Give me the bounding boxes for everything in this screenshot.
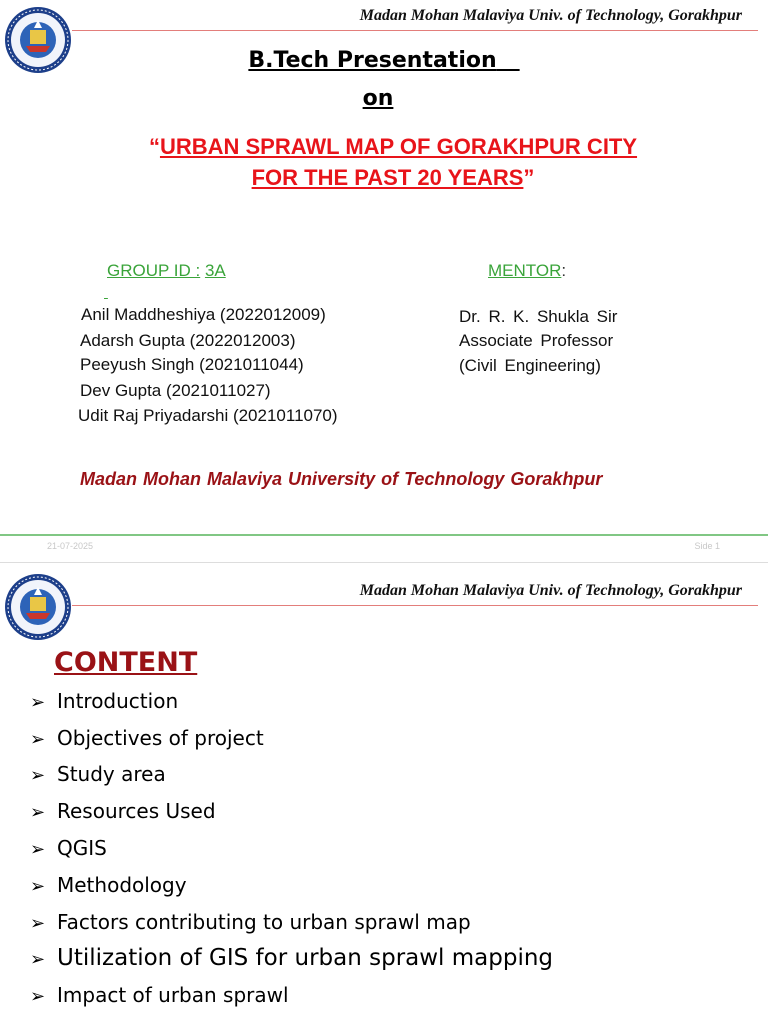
list-item: ➢ Impact of urban sprawl bbox=[30, 983, 289, 1007]
slide-separator bbox=[0, 562, 768, 563]
arrow-bullet-icon: ➢ bbox=[30, 949, 46, 970]
arrow-bullet-icon: ➢ bbox=[30, 839, 46, 860]
arrow-bullet-icon: ➢ bbox=[30, 765, 46, 786]
member-name: Anil Maddheshiya (2022012009) bbox=[81, 305, 326, 324]
slide-gap bbox=[0, 534, 768, 562]
arrow-bullet-icon: ➢ bbox=[30, 692, 46, 713]
footer-divider bbox=[0, 534, 768, 536]
arrow-bullet-icon: ➢ bbox=[30, 986, 46, 1007]
presentation-heading: B.Tech Presentation bbox=[248, 48, 497, 73]
group-id bbox=[107, 261, 226, 281]
university-logo-icon bbox=[4, 565, 72, 645]
mentor-name: Dr. R. K. Shukla Sir bbox=[459, 307, 618, 326]
header-university-title: Madan Mohan Malaviya Univ. of Technology, Gorakhpur bbox=[359, 582, 742, 599]
university-full-name: Madan Mohan Malaviya University of Technology Gorakhpur bbox=[80, 469, 603, 489]
mentor-department: (Civil Engineering) bbox=[459, 356, 601, 375]
list-item: ➢ Objectives of project bbox=[30, 726, 264, 750]
member-name: Peeyush Singh (2021011044) bbox=[80, 355, 304, 374]
list-item: ➢ Methodology bbox=[30, 873, 187, 897]
list-item: ➢ Study area bbox=[30, 762, 166, 786]
arrow-bullet-icon: ➢ bbox=[30, 729, 46, 750]
list-item: ➢ Factors contributing to urban sprawl map bbox=[30, 910, 471, 934]
project-title: “URBAN SPRAWL MAP OF GORAKHPUR CITY FOR THE PAST 20 YEARS” bbox=[148, 134, 638, 190]
footer-date: 21-07-2025 bbox=[47, 541, 94, 551]
underline-mark bbox=[104, 284, 108, 300]
list-item: ➢ Resources Used bbox=[30, 799, 216, 823]
header-divider bbox=[72, 30, 758, 31]
member-name: Adarsh Gupta (2022012003) bbox=[80, 331, 296, 350]
list-item: ➢ Utilization of GIS for urban sprawl mapping bbox=[30, 945, 554, 971]
group-id-value: 3A bbox=[204, 261, 226, 280]
footer-page-number: Side 1 bbox=[694, 541, 720, 551]
on-label: on bbox=[362, 86, 394, 111]
member-name: Dev Gupta (2021011027) bbox=[80, 381, 271, 400]
mentor-label: MENTOR bbox=[488, 261, 562, 280]
group-id-label: GROUP ID : bbox=[107, 261, 201, 280]
content-heading: CONTENT bbox=[54, 647, 198, 678]
list-item: ➢ Introduction bbox=[30, 689, 179, 713]
arrow-bullet-icon: ➢ bbox=[30, 876, 46, 897]
arrow-bullet-icon: ➢ bbox=[30, 802, 46, 823]
header-divider bbox=[72, 605, 758, 606]
slide-2 bbox=[0, 565, 768, 1024]
header-university-title: Madan Mohan Malaviya Univ. of Technology, Gorakhpur bbox=[359, 7, 742, 24]
arrow-bullet-icon: ➢ bbox=[30, 913, 46, 934]
member-name: Udit Raj Priyadarshi (2021011070) bbox=[78, 406, 338, 425]
mentor-designation: Associate Professor bbox=[459, 331, 614, 350]
list-item: ➢ QGIS bbox=[30, 836, 107, 860]
mentor-heading: MENTOR: bbox=[488, 261, 567, 280]
